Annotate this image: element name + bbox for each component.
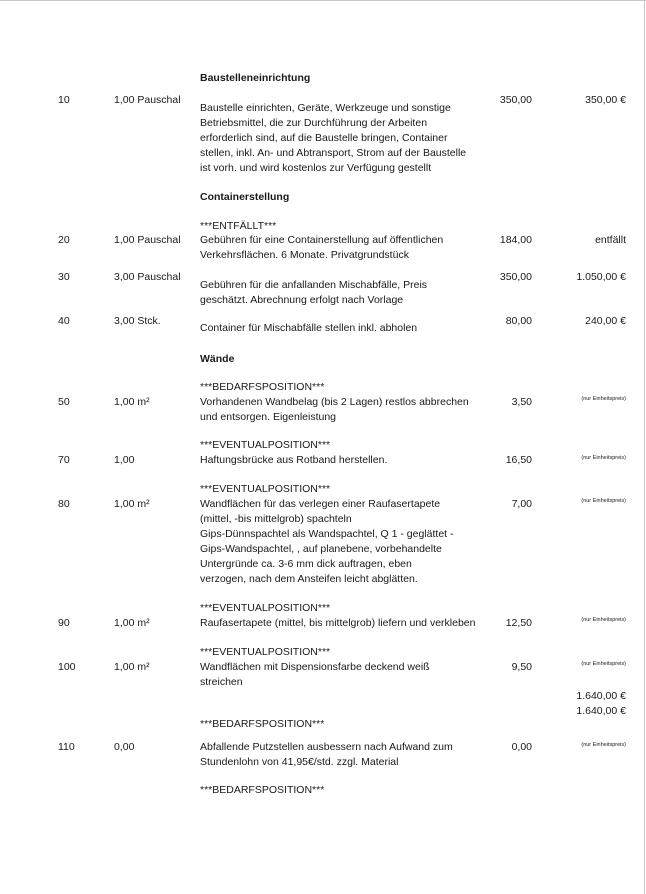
position-number: 50	[58, 396, 70, 408]
quantity: 3,00 Stck.	[114, 315, 161, 327]
position-tag: ***BEDARFSPOSITION***	[200, 718, 325, 730]
description-line: Verkehrsflächen. 6 Monate. Privatgrundstück	[200, 249, 409, 261]
quantity: 1,00 Pauschal	[114, 234, 181, 246]
description-line: Baustelle einrichten, Geräte, Werkzeuge und sonstige	[200, 102, 451, 114]
description-line: ist vorh. und wird kostenlos zur Verfügung gestellt	[200, 162, 432, 174]
position-tag: ***EVENTUALPOSITION***	[200, 602, 331, 614]
description	[200, 101, 466, 176]
unit-price: 16,50	[505, 454, 532, 466]
position-tag: ***BEDARFSPOSITION***	[200, 381, 325, 393]
position-tag: ***EVENTUALPOSITION***	[200, 439, 331, 451]
position-number: 10	[58, 94, 70, 106]
unit-price: 184,00	[499, 234, 532, 246]
quantity: 1,00 m²	[114, 396, 150, 408]
description-line: Container für Mischabfälle stellen inkl. abholen	[200, 322, 418, 334]
description	[200, 321, 417, 336]
total-price: 350,00 €	[585, 94, 626, 106]
description	[200, 395, 469, 425]
description-line: geschätzt. Abrechnung erfolgt nach Vorlage	[200, 294, 404, 306]
description-line: Raufasertapete (mittel, bis mittelgrob) liefern und verkleben	[200, 617, 476, 629]
position-number: 110	[58, 741, 75, 753]
unit-price: 0,00	[511, 741, 532, 753]
page-border-right	[644, 0, 645, 894]
unit-price-only-note: (nur Einheitspreis)	[581, 455, 626, 461]
quantity: 1,00 m²	[114, 498, 150, 510]
position-tag: ***ENTFÄLLT***	[200, 220, 277, 232]
description-line: (mittel, -bis mittelgrob) spachteln	[200, 513, 352, 525]
page-border-top	[0, 0, 646, 1]
unit-price: 80,00	[505, 315, 532, 327]
unit-price-only-note: (nur Einheitspreis)	[581, 617, 626, 623]
description-line: erforderlich sind, auf die Baustelle bringen, Container	[200, 132, 448, 144]
description	[200, 616, 475, 631]
description-line: und entsorgen. Eigenleistung	[200, 411, 337, 423]
description	[200, 453, 387, 468]
position-number: 80	[58, 498, 70, 510]
position-number: 20	[58, 234, 70, 246]
description-line: stellen, inkl. An- und Abtransport, Strom auf der Baustelle	[200, 147, 467, 159]
unit-price: 7,00	[511, 498, 532, 510]
description-line: Betriebsmittel, die zur Durchführung der Arbeiten	[200, 117, 428, 129]
description	[200, 740, 453, 770]
description-line: Stundenlohn von 41,95€/std. zzgl. Material	[200, 756, 399, 768]
total-price: 1.050,00 €	[576, 271, 626, 283]
description	[200, 497, 454, 587]
total-price: entfällt	[595, 234, 626, 246]
quantity: 3,00 Pauschal	[114, 271, 181, 283]
description-line: Gebühren für eine Containerstellung auf öffentlichen	[200, 234, 444, 246]
description-line: Gips-Dünnspachtel als Wandspachtel, Q 1 - geglättet -	[200, 528, 454, 540]
quantity: 0,00	[114, 741, 135, 753]
position-tag: ***EVENTUALPOSITION***	[200, 646, 331, 658]
quantity: 1,00 Pauschal	[114, 94, 181, 106]
description-line: Wandflächen für das verlegen einer Raufasertapete	[200, 498, 441, 510]
unit-price-only-note: (nur Einheitspreis)	[581, 742, 626, 748]
description-line: Vorhandenen Wandbelag (bis 2 Lagen) restlos abbrechen	[200, 396, 469, 408]
description-line: Wandflächen mit Dispensionsfarbe deckend weiß	[200, 661, 430, 673]
description-line: Untergründe ca. 3-6 mm dick auftragen, eben	[200, 558, 412, 570]
position-tag: ***BEDARFSPOSITION***	[200, 784, 325, 796]
section-heading-waende: Wände	[200, 353, 235, 365]
description-line: Abfallende Putzstellen ausbessern nach Aufwand zum	[200, 741, 453, 753]
subtotal: 1.640,00 €	[576, 705, 626, 717]
subtotal: 1.640,00 €	[576, 690, 626, 702]
section-heading-baustelleneinrichtung: Baustelleneinrichtung	[200, 72, 311, 84]
unit-price-only-note: (nur Einheitspreis)	[581, 498, 626, 504]
description	[200, 233, 443, 263]
position-number: 40	[58, 315, 70, 327]
total-price: 240,00 €	[585, 315, 626, 327]
unit-price: 350,00	[499, 271, 532, 283]
unit-price: 12,50	[505, 617, 532, 629]
description-line: Gips-Wandspachtel, , auf planebene, vorbehandelte	[200, 543, 442, 555]
description-line: verzogen, nach dem Ansteifen leicht abglätten.	[200, 573, 418, 585]
position-tag: ***EVENTUALPOSITION***	[200, 483, 331, 495]
position-number: 30	[58, 271, 70, 283]
quantity: 1,00 m²	[114, 617, 150, 629]
position-number: 70	[58, 454, 70, 466]
unit-price: 9,50	[511, 661, 532, 673]
description	[200, 278, 427, 308]
description-line: Haftungsbrücke aus Rotband herstellen.	[200, 454, 388, 466]
quantity: 1,00	[114, 454, 135, 466]
unit-price: 3,50	[511, 396, 532, 408]
description	[200, 660, 430, 690]
unit-price-only-note: (nur Einheitspreis)	[581, 661, 626, 667]
position-number: 90	[58, 617, 70, 629]
unit-price: 350,00	[499, 94, 532, 106]
quantity: 1,00 m²	[114, 661, 150, 673]
description-line: Gebühren für die anfallanden Mischabfälle, Preis	[200, 279, 428, 291]
unit-price-only-note: (nur Einheitspreis)	[581, 396, 626, 402]
section-heading-containerstellung: Containerstellung	[200, 191, 290, 203]
description-line: streichen	[200, 676, 243, 688]
position-number: 100	[58, 661, 76, 673]
